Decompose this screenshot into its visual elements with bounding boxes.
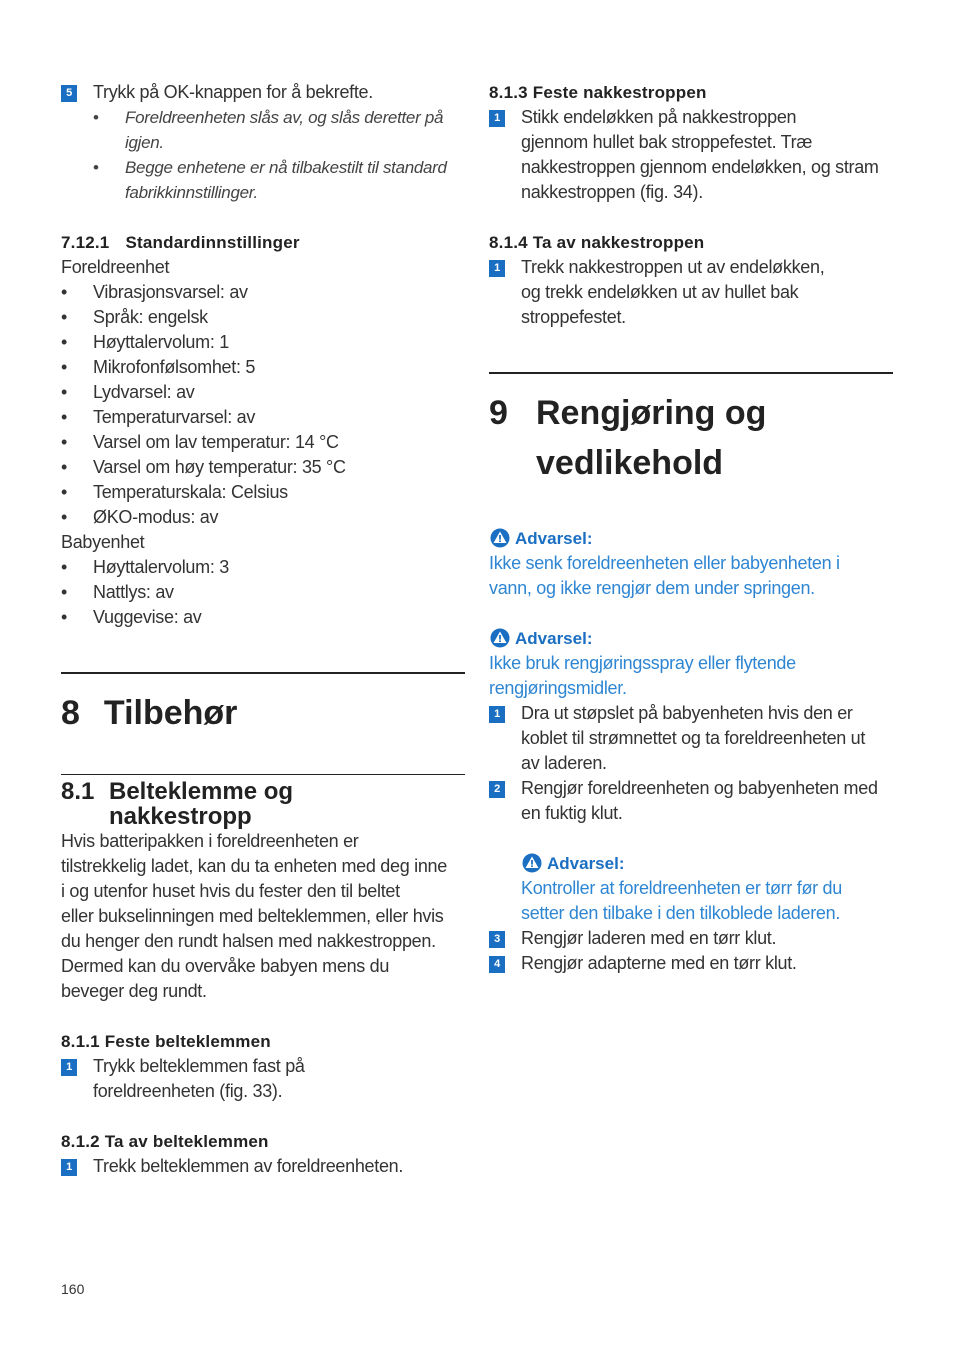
list-item-text: Vibrasjonsvarsel: av: [93, 282, 248, 302]
right-column: [489, 80, 893, 976]
bullet-icon: •: [61, 457, 68, 477]
baby-defaults-list: [61, 555, 465, 630]
step-2: [489, 776, 893, 826]
bullet-icon: •: [61, 407, 68, 427]
warning-text-line: Ikke senk foreldreenheten eller babyenheten i: [489, 553, 840, 573]
list-item: [61, 430, 465, 455]
bullet-icon: •: [61, 482, 68, 502]
bullet-icon: •: [61, 582, 68, 602]
step-text: nakkestroppen gjennom endeløkken, og stram: [521, 157, 879, 177]
list-item-text: ØKO-modus: av: [93, 507, 219, 527]
step-number-badge: 1: [61, 1059, 77, 1076]
body-line: Dermed kan du overvåke babyen mens du: [61, 956, 390, 976]
warning-label: Advarsel:: [547, 854, 625, 873]
step-number-badge: 1: [489, 706, 505, 723]
section-title-line: nakkestropp: [109, 803, 252, 830]
section-title: Standardinnstillinger: [125, 233, 300, 252]
body-line: eller bukselinningen med belteklemmen, eller hvis: [61, 906, 444, 926]
warning-text-line: setter den tilbake i den tilkoblede laderen.: [521, 903, 841, 923]
step-4: [489, 951, 893, 976]
body-line: du henger den rundt halsen med nakkestroppen.: [61, 931, 436, 951]
warning-block: [489, 526, 893, 601]
list-item-text: Høyttalervolum: 3: [93, 557, 229, 577]
list-item: [61, 505, 465, 530]
step-text: en fuktig klut.: [521, 803, 623, 823]
bullet-icon: •: [93, 158, 99, 177]
step-text: stroppefestet.: [521, 307, 626, 327]
bullet-icon: •: [61, 307, 68, 327]
parent-defaults-list: [61, 280, 465, 530]
warning-title: [521, 851, 893, 876]
warning-icon: [489, 528, 511, 548]
chapter-number: 9: [489, 394, 508, 432]
bullet-icon: •: [61, 332, 68, 352]
step-text: foreldreenheten (fig. 33).: [93, 1081, 283, 1101]
chapter-number: 8: [61, 694, 80, 732]
chapter-title-line: Rengjøring og: [536, 394, 767, 432]
bullet-icon: •: [61, 507, 68, 527]
list-item-text: Vuggevise: av: [93, 607, 202, 627]
warning-text-line: Kontroller at foreldreenheten er tørr før du: [521, 878, 842, 898]
step-1: [489, 105, 893, 205]
step-1: [489, 255, 893, 330]
list-item-text: Temperaturskala: Celsius: [93, 482, 288, 502]
bullet-icon: •: [61, 382, 68, 402]
step-text: Rengjør laderen med en tørr klut.: [521, 928, 777, 948]
list-item-text: Mikrofonfølsomhet: 5: [93, 357, 256, 377]
warning-label: Advarsel:: [515, 629, 593, 648]
section-heading-8-1-3: 8.1.3 Feste nakkestroppen: [489, 83, 707, 102]
list-item: [61, 330, 465, 355]
chapter-title-line: vedlikehold: [536, 444, 724, 482]
list-item: [61, 555, 465, 580]
bullet-icon: •: [61, 557, 68, 577]
list-item: [61, 455, 465, 480]
bullet-icon: •: [61, 432, 68, 452]
chapter-9-heading: [489, 388, 893, 488]
body-line: i og utenfor huset hvis du fester den til beltet: [61, 881, 400, 901]
section-heading-8-1-4: 8.1.4 Ta av nakkestroppen: [489, 233, 705, 252]
list-item: [61, 280, 465, 305]
list-item-text: Temperaturvarsel: av: [93, 407, 256, 427]
left-column: [61, 80, 465, 1179]
section-8-1-body: [61, 829, 465, 1004]
section-heading-8-1-1: 8.1.1 Feste belteklemmen: [61, 1032, 271, 1051]
warning-label: Advarsel:: [515, 529, 593, 548]
warning-block: [489, 626, 893, 701]
step-number-badge: 1: [61, 1159, 77, 1176]
list-item-text: Varsel om lav temperatur: 14 °C: [93, 432, 339, 452]
bullet-icon: •: [61, 607, 68, 627]
sub-bullet-text: Begge enhetene er nå tilbakestilt til standard fabrikkinnstillinger.: [125, 158, 447, 202]
warning-title: [489, 626, 893, 651]
sub-bullet: [61, 155, 465, 205]
step-text: Trekk nakkestroppen ut av endeløkken,: [521, 257, 825, 277]
warning-block: [489, 851, 893, 926]
step-3: [489, 926, 893, 951]
bullet-icon: •: [61, 282, 68, 302]
warning-text-line: vann, og ikke rengjør dem under springen.: [489, 578, 815, 598]
step-text: av laderen.: [521, 753, 607, 773]
step-number-badge: 1: [489, 260, 505, 277]
step-text: og trekk endeløkken ut av hullet bak: [521, 282, 799, 302]
parent-unit-label: Foreldreenhet: [61, 257, 170, 277]
list-item: [61, 580, 465, 605]
step-1: [489, 701, 893, 776]
step-1: [61, 1154, 465, 1179]
list-item: [61, 305, 465, 330]
step-5: [61, 80, 465, 105]
step-number-badge: 3: [489, 931, 505, 948]
page-number: 160: [61, 1281, 85, 1297]
sub-bullet: [61, 105, 465, 155]
step-number-badge: 5: [61, 85, 77, 102]
body-line: tilstrekkelig ladet, kan du ta enheten med deg inne: [61, 856, 447, 876]
chapter-title: Tilbehør: [103, 694, 238, 732]
section-heading-7-12-1: [61, 230, 465, 255]
step-text: Trykk belteklemmen fast på: [93, 1056, 305, 1076]
warning-icon: [521, 853, 543, 873]
list-item: [61, 605, 465, 630]
step-text: Stikk endeløkken på nakkestroppen: [521, 107, 797, 127]
list-item: [61, 405, 465, 430]
step-number-badge: 1: [489, 110, 505, 127]
warning-text-line: rengjøringsmidler.: [489, 678, 627, 698]
bullet-icon: •: [61, 357, 68, 377]
step-text: koblet til strømnettet og ta foreldreenheten ut: [521, 728, 866, 748]
section-heading-8-1-2: 8.1.2 Ta av belteklemmen: [61, 1132, 269, 1151]
body-line: Hvis batteripakken i foreldreenheten er: [61, 831, 359, 851]
step-text: nakkestroppen (fig. 34).: [521, 182, 703, 202]
list-item: [61, 480, 465, 505]
section-number: 7.12.1: [61, 233, 110, 252]
body-line: beveger deg rundt.: [61, 981, 207, 1001]
section-title-line: Belteklemme og: [109, 778, 294, 805]
list-item-text: Språk: engelsk: [93, 307, 208, 327]
baby-unit-label: Babyenhet: [61, 532, 145, 552]
warning-icon: [489, 628, 511, 648]
step-text: Rengjør foreldreenheten og babyenheten med: [521, 778, 878, 798]
step-text: Rengjør adapterne med en tørr klut.: [521, 953, 797, 973]
step-text: gjennom hullet bak stroppefestet. Træ: [521, 132, 813, 152]
list-item: [61, 355, 465, 380]
sub-bullet-text: Foreldreenheten slås av, og slås deretter på igjen.: [125, 108, 444, 152]
list-item-text: Høyttalervolum: 1: [93, 332, 229, 352]
step-number-badge: 2: [489, 781, 505, 798]
step-text: Trekk belteklemmen av foreldreenheten.: [93, 1156, 404, 1176]
section-8-1-heading: [61, 779, 465, 829]
chapter-8-heading: [61, 688, 465, 738]
list-item-text: Lydvarsel: av: [93, 382, 195, 402]
section-number: 8.1: [61, 778, 95, 805]
list-item-text: Nattlys: av: [93, 582, 174, 602]
step-1: [61, 1054, 465, 1104]
warning-text-line: Ikke bruk rengjøringsspray eller flytende: [489, 653, 796, 673]
step-text: Trykk på OK-knappen for å bekrefte.: [93, 82, 373, 102]
step-text: Dra ut støpslet på babyenheten hvis den er: [521, 703, 853, 723]
list-item: [61, 380, 465, 405]
warning-title: [489, 526, 893, 551]
bullet-icon: •: [93, 108, 99, 127]
step-number-badge: 4: [489, 956, 505, 973]
list-item-text: Varsel om høy temperatur: 35 °C: [93, 457, 346, 477]
